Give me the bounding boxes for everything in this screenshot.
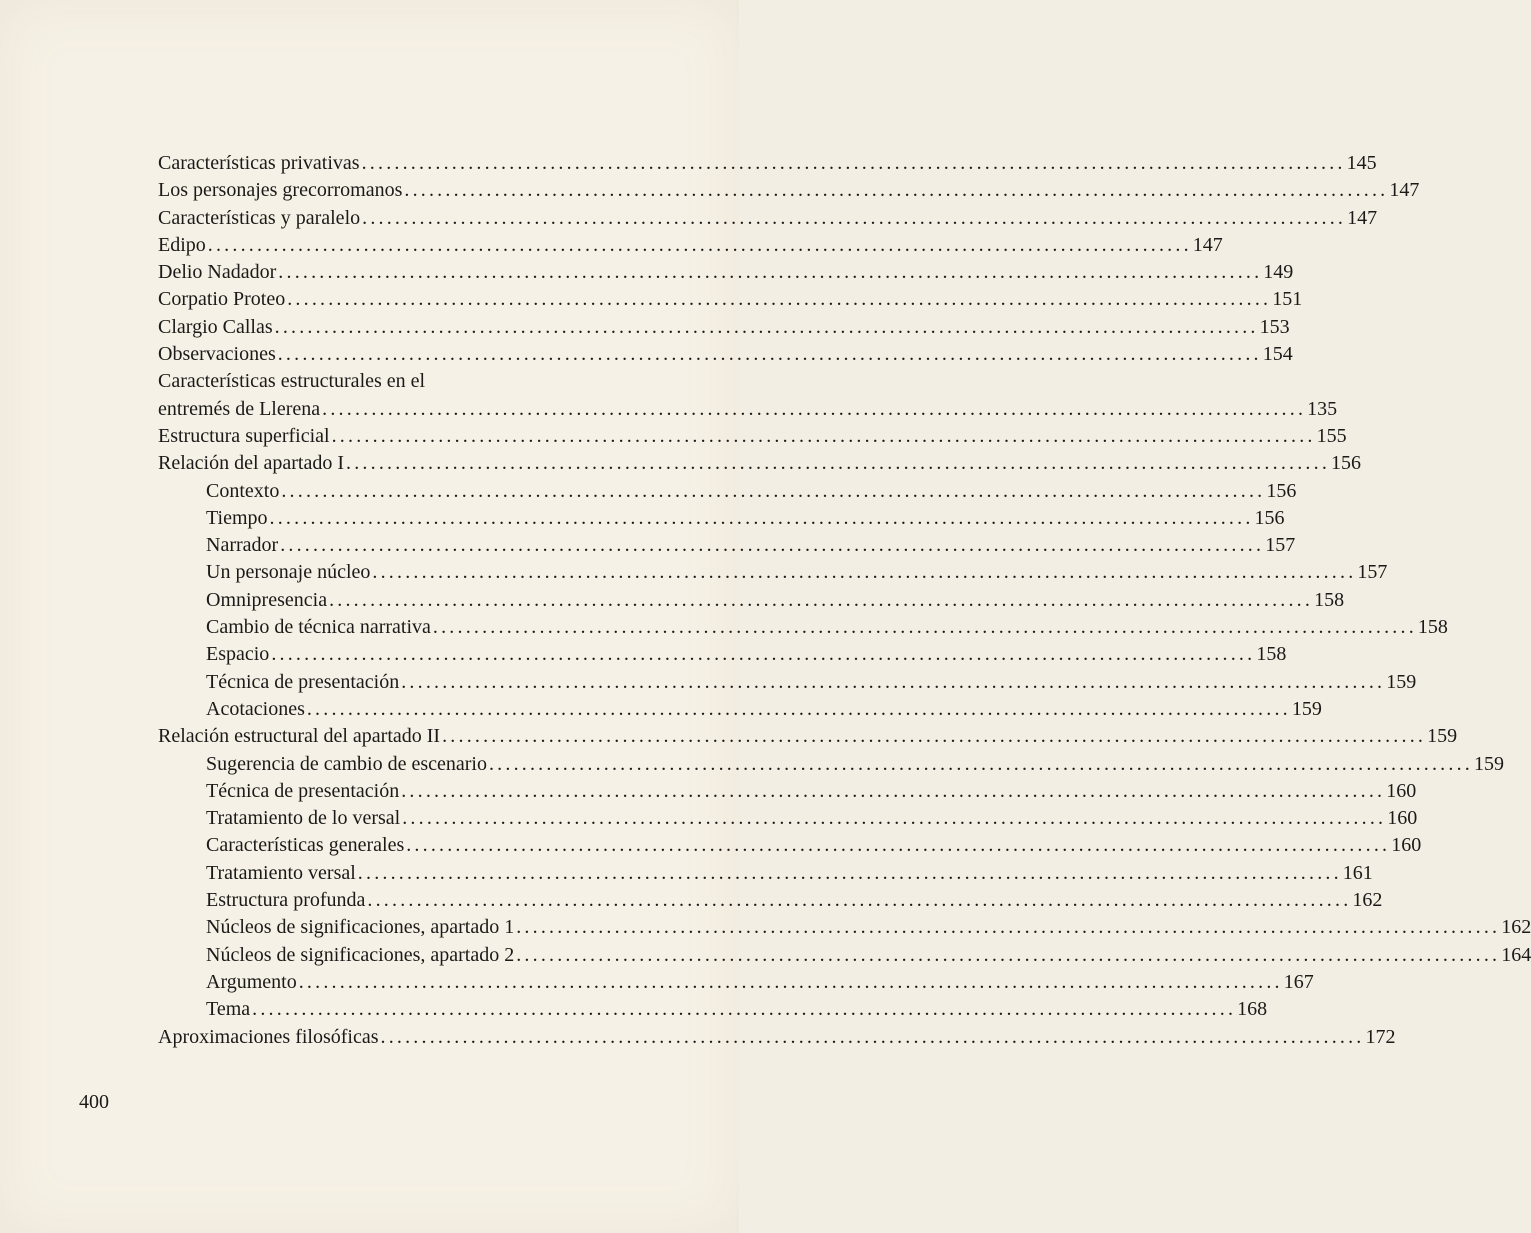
toc-entry [158,505,1285,532]
dot-leader: ........................................................................................................................ [269,506,1254,529]
dot-leader: ........................................................................................................................ [442,725,1427,748]
toc-entry [158,914,1531,941]
dot-leader: ........................................................................................................................ [361,152,1346,174]
toc-entry-page: 159 [1386,670,1417,693]
dot-leader: ........................................................................................................................ [372,561,1357,584]
toc-entry-label: Características estructurales en el [158,370,426,393]
toc-entry-page: 159 [1473,752,1504,775]
dot-leader: ........................................................................................................................ [357,861,1342,884]
toc-entry [158,478,1297,505]
toc-entry [158,969,1314,996]
toc-entry [158,723,1458,750]
toc-entry [158,751,1504,778]
page-number: 400 [79,1091,109,1113]
toc-entry-page: 167 [1283,970,1314,993]
toc-entry-page: 153 [1259,315,1290,338]
dot-leader: ........................................................................................................................ [280,534,1265,557]
toc-entry [158,559,1388,586]
toc-entry [158,259,1294,286]
toc-entry-page: 149 [1263,261,1294,284]
dot-leader: ........................................................................................................................ [406,834,1391,857]
toc-entry-label: Características y paralelo [158,206,361,229]
toc-entry [158,614,1448,641]
toc-entry-label: Narrador [206,534,279,557]
dot-leader: ........................................................................................................................ [331,424,1316,447]
dot-leader: ........................................................................................................................ [277,343,1262,366]
toc-entry-page: 156 [1331,452,1362,475]
toc-entry-label: Observaciones [158,343,276,366]
toc-entry [158,205,1378,232]
toc-entry-page: 160 [1386,779,1417,802]
toc-entry [158,1024,1396,1051]
dot-leader: ........................................................................................................................ [281,479,1266,502]
dot-leader: ........................................................................................................................ [252,998,1237,1021]
toc-entry-page: 160 [1391,834,1422,857]
dot-leader: ........................................................................................................................ [432,616,1417,639]
toc-entry [158,778,1417,805]
dot-leader: ........................................................................................................................ [516,943,1501,966]
toc-entry [158,532,1296,559]
toc-entry-label: Argumento [206,970,297,993]
dot-leader: ........................................................................................................................ [404,179,1389,202]
toc-entry-page: 157 [1357,561,1388,584]
dot-leader: ........................................................................................................................ [298,970,1283,993]
toc-entry [158,996,1268,1023]
toc-entry-label: Estructura profunda [206,889,366,912]
toc-entry-label: Relación del apartado I [158,452,345,475]
dot-leader: ........................................................................................................................ [346,452,1331,475]
toc-entry-label: entremés de Llerena [158,397,321,420]
toc-entry-label: Edipo [158,233,206,256]
toc-entry-label: Tratamiento de lo versal [206,807,401,830]
toc-entry [158,314,1290,341]
dot-leader: ........................................................................................................................ [362,206,1347,229]
dot-leader: ........................................................................................................................ [329,588,1314,611]
toc-entry-label: Clargio Callas [158,315,273,338]
toc-entry [158,860,1373,887]
toc-entry-label: Características generales [206,834,405,857]
toc-entry-page: 151 [1272,288,1303,311]
toc-entry-label: Corpatio Proteo [158,288,286,311]
toc-entry [158,286,1303,313]
toc-entry-label: Tiempo [206,506,268,529]
toc-entry [158,587,1345,614]
toc-entry [158,696,1322,723]
dot-leader: ........................................................................................................................ [271,643,1256,666]
toc-entry-label: Un personaje núcleo [206,561,371,584]
toc-entry [158,805,1418,832]
toc-entry-page: 158 [1314,588,1345,611]
toc-entry [158,396,1338,423]
toc-entry [158,641,1287,668]
toc-entry-page: 156 [1266,479,1297,502]
toc-entry-page: 158 [1256,643,1287,666]
dot-leader: ........................................................................................................................ [274,315,1259,338]
toc-entry-label: Acotaciones [206,697,305,720]
toc-entry-label: Relación estructural del apartado II [158,725,441,748]
toc-entry [158,368,684,395]
toc-entry-page: 135 [1307,397,1338,420]
dot-leader: ........................................................................................................................ [278,261,1263,284]
toc-entry-label: Núcleos de significaciones, apartado 1 [206,916,515,939]
toc-entry-page: 161 [1342,861,1373,884]
toc-entry-page: 162 [1352,889,1383,912]
toc-entry-label: Contexto [206,479,280,502]
toc-entry-page: 147 [1389,179,1420,202]
toc-entry [158,423,1347,450]
toc-entry [158,232,1223,259]
toc-entry-label: Espacio [206,643,270,666]
toc-entry-page: 159 [1291,697,1322,720]
toc-entry [158,341,1293,368]
dot-leader: ........................................................................................................................ [402,807,1387,830]
toc-entry-label: Tema [206,998,251,1021]
dot-leader: ........................................................................................................................ [488,752,1473,775]
toc-entry-page: 145 [1346,152,1377,174]
toc-entry [158,177,1420,204]
toc-entry-label: Estructura superficial [158,424,330,447]
toc-entry [158,150,1377,177]
toc-entry-page: 164 [1501,943,1531,966]
toc-entry-page: 172 [1365,1025,1396,1048]
toc-entry-label: Omnipresencia [206,588,328,611]
toc-entry-label: Núcleos de significaciones, apartado 2 [206,943,515,966]
toc-entry-label: Técnica de presentación [206,779,400,802]
dot-leader: ........................................................................................................................ [287,288,1272,311]
toc-entry-page: 160 [1387,807,1418,830]
dot-leader: ........................................................................................................................ [401,670,1386,693]
toc-entry-label: Delio Nadador [158,261,277,284]
toc-entry-label: Aproximaciones filosóficas [158,1025,379,1048]
toc-entry [158,942,1531,969]
toc-entry-label: Sugerencia de cambio de escenario [206,752,487,775]
toc-entry [158,669,1417,696]
dot-leader: ........................................................................................................................ [380,1025,1365,1048]
toc-entry-label: Cambio de técnica narrativa [206,616,431,639]
toc-entry-label: Técnica de presentación [206,670,400,693]
dot-leader: ........................................................................................................................ [306,697,1291,720]
toc-entry-label: Características privativas [158,152,360,174]
toc-entry [158,887,1383,914]
dot-leader: ........................................................................................................................ [322,397,1307,420]
dot-leader: ........................................................................................................................ [207,233,1192,256]
toc-entry-page: 154 [1262,343,1293,366]
toc-entry [158,832,1422,859]
toc-entry-page: 158 [1417,616,1448,639]
dot-leader: ........................................................................................................................ [516,916,1501,939]
toc-entry-page: 157 [1265,534,1296,557]
toc-entry-page: 156 [1254,506,1285,529]
toc-entry [158,450,1362,477]
toc-entry-page: 155 [1316,424,1347,447]
toc-entry-label: Tratamiento versal [206,861,356,884]
toc-entry-page: 147 [1347,206,1378,229]
toc-entry-label: Los personajes grecorromanos [158,179,403,202]
dot-leader: ........................................................................................................................ [401,779,1386,802]
toc-entry-page: 168 [1237,998,1268,1021]
toc-entry-page: 162 [1501,916,1531,939]
table-of-contents [158,150,1531,1051]
toc-entry-page: 147 [1192,233,1223,256]
toc-entry-page: 159 [1427,725,1458,748]
dot-leader: ........................................................................................................................ [367,889,1352,912]
